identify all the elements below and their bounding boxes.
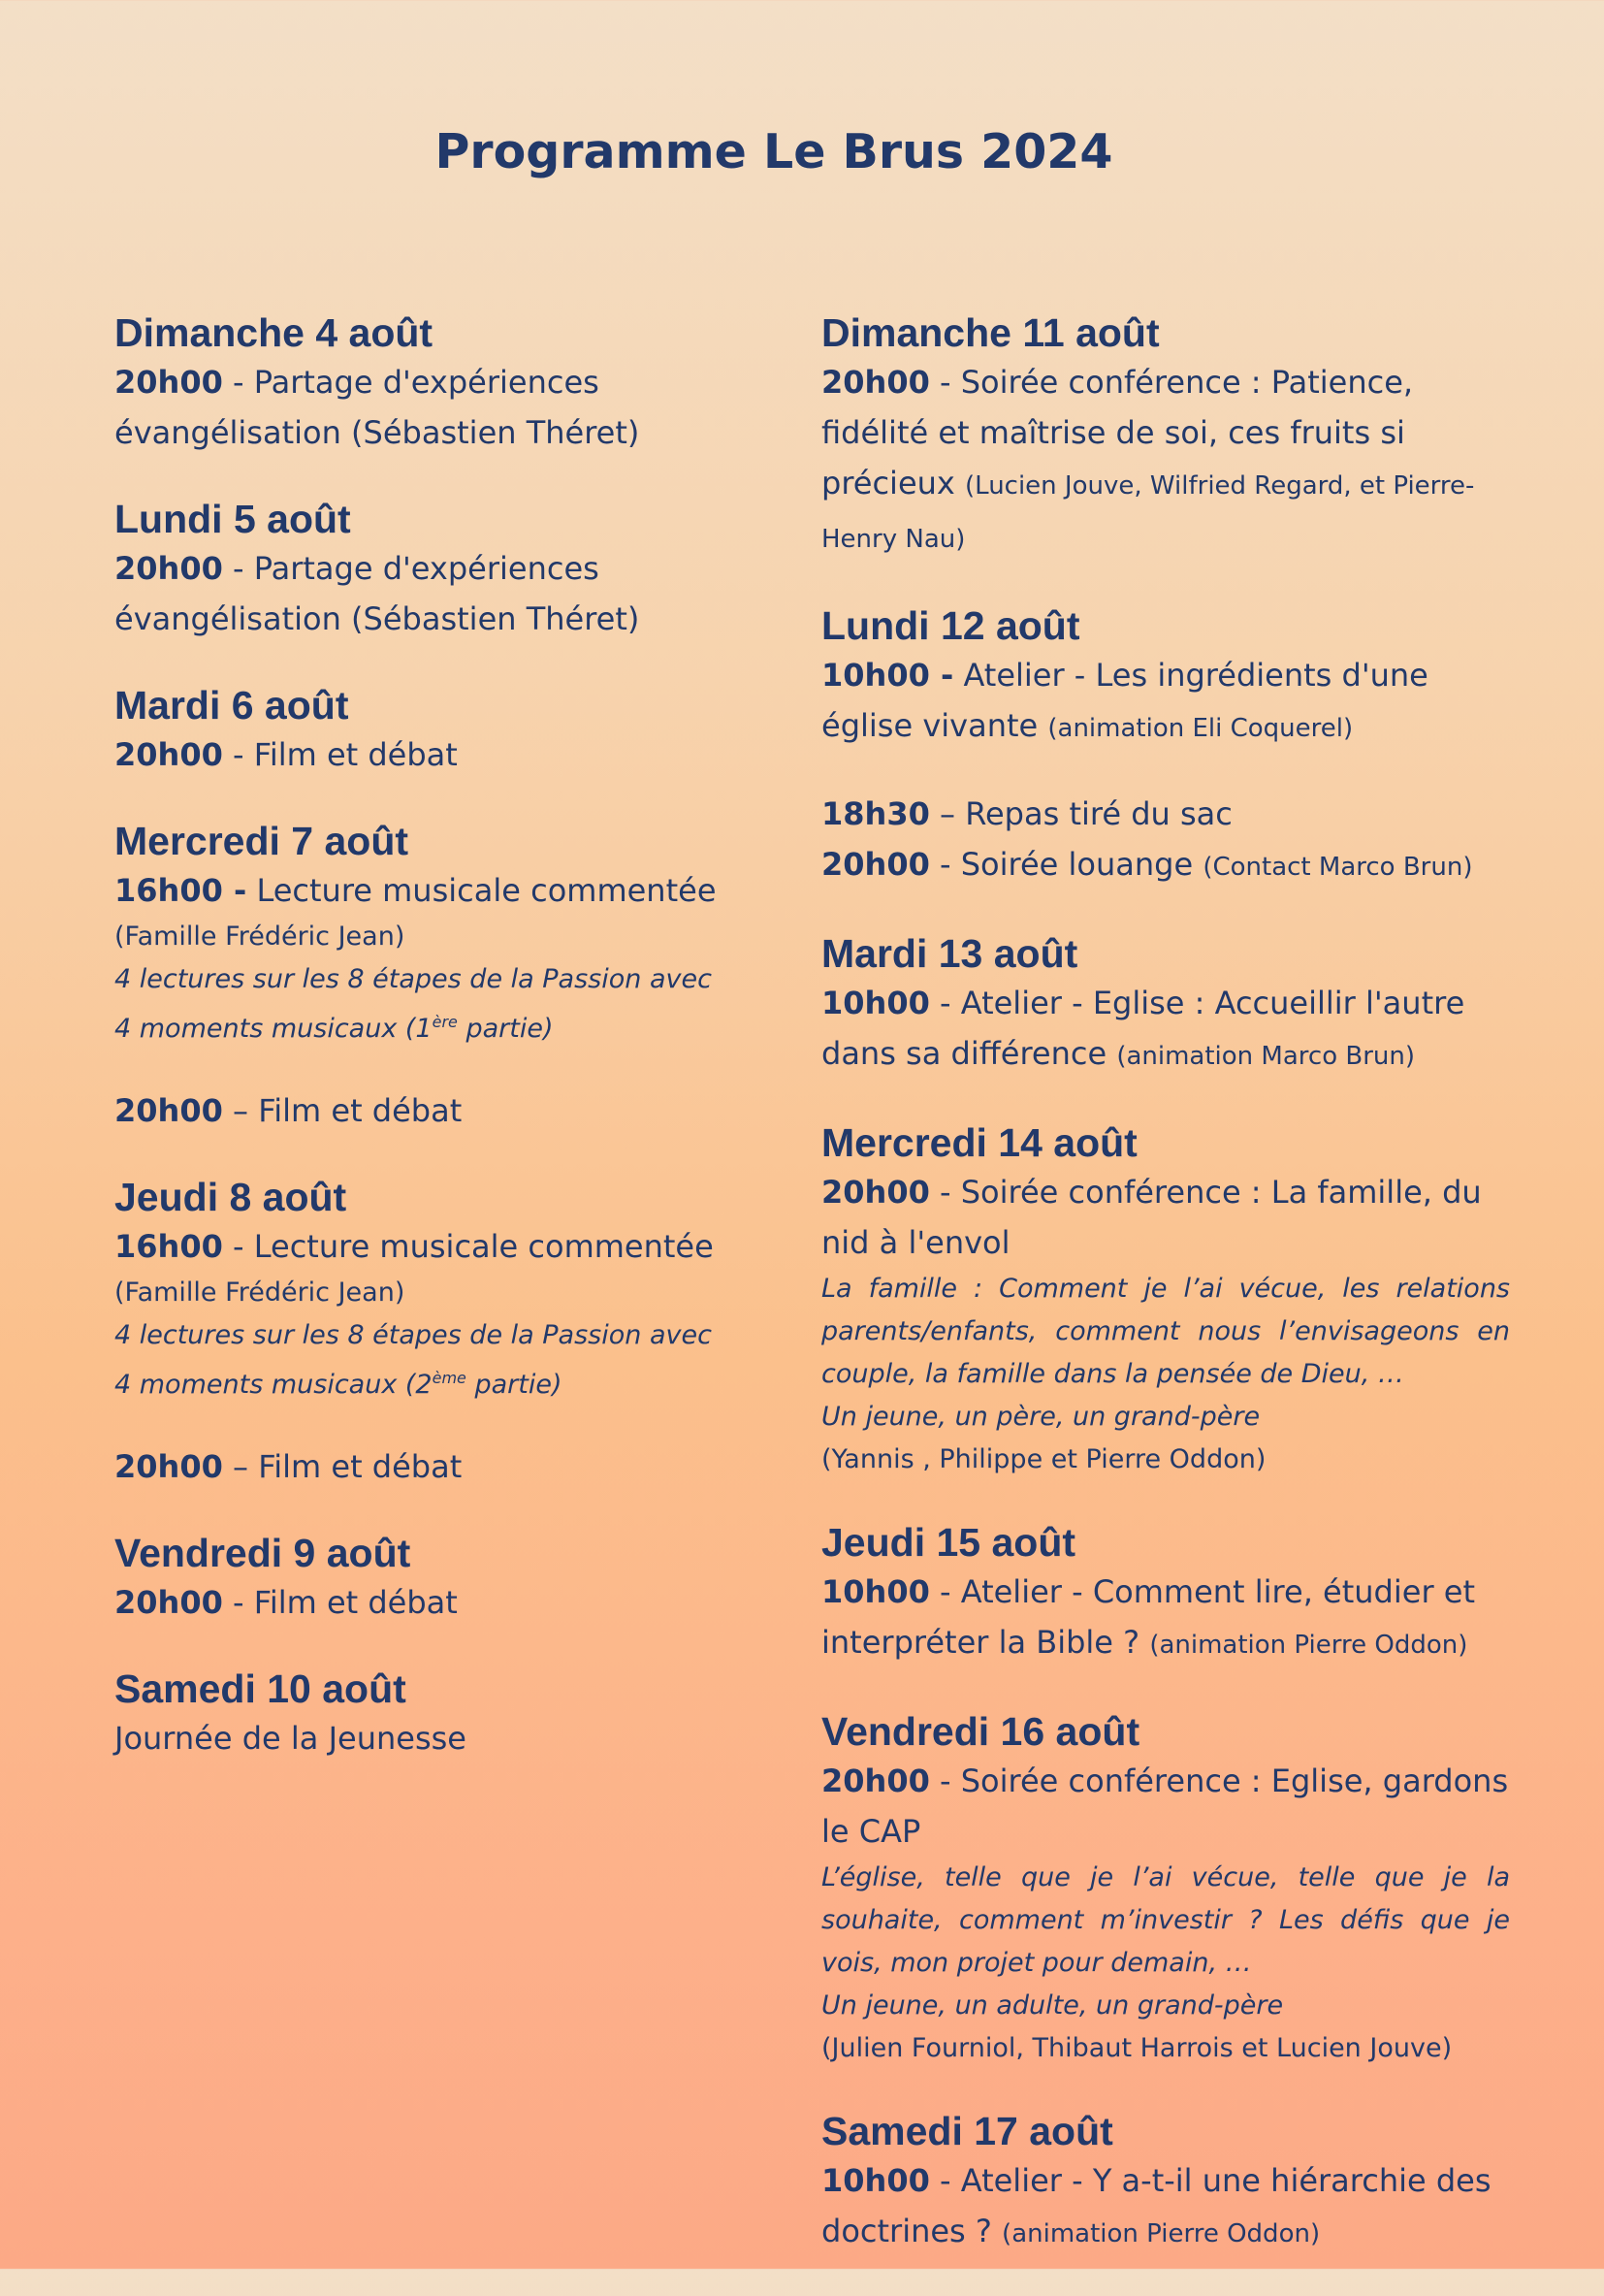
day-block (114, 1173, 735, 1492)
description-text-end: partie) (457, 1014, 554, 1044)
event-text: - Film et débat (222, 1584, 458, 1621)
day-block (821, 1518, 1510, 1670)
description-text: 4 lectures sur les 8 étapes de la Passion avec 4 moments musicaux (1 (114, 964, 712, 1044)
event-text: Lecture musicale commentée (246, 872, 717, 909)
event-speakers: (Yannis , Philippe et Pierre Oddon) (821, 1444, 1267, 1474)
day-heading: Vendredi 9 août (114, 1531, 411, 1575)
event-description-speakers: Un jeune, un père, un grand-père (821, 1402, 1261, 1432)
event-time: 10h00 (821, 985, 930, 1021)
event-time: 10h00 (821, 1573, 930, 1610)
event-description-speakers: Un jeune, un adulte, un grand-père (821, 1990, 1284, 2021)
event-description (114, 958, 735, 1051)
event-text: - Soirée conférence : La famille, du nid à l'envol (821, 1174, 1482, 1261)
event-line (114, 1441, 735, 1492)
day-block (821, 929, 1510, 1082)
day-heading: Jeudi 15 août (821, 1520, 1076, 1565)
day-heading: Mercredi 7 août (114, 819, 409, 863)
event-line (114, 543, 735, 644)
event-line (821, 1567, 1510, 1670)
event-line: Journée de la Jeunesse (114, 1720, 466, 1757)
event-text: – Repas tiré du sac (929, 795, 1233, 832)
event-time: 20h00 (114, 1092, 223, 1129)
event-line (114, 1221, 735, 1272)
day-heading: Mercredi 14 août (821, 1120, 1138, 1165)
day-heading: Dimanche 4 août (114, 310, 433, 355)
description-text-end: partie) (465, 1370, 562, 1400)
event-speakers: (animation Pierre Oddon) (1149, 1631, 1468, 1660)
event-text: - Soirée louange (929, 846, 1203, 883)
event-line (821, 650, 1510, 754)
event-description (114, 1314, 735, 1407)
day-heading: Lundi 5 août (114, 497, 351, 541)
event-time: 20h00 (114, 364, 223, 401)
event-line (821, 1167, 1510, 1268)
event-speakers: (Julien Fourniol, Thibaut Harrois et Lucien Jouve) (821, 2033, 1453, 2063)
event-speakers: (animation Pierre Oddon) (1002, 2219, 1321, 2248)
day-block (821, 308, 1510, 565)
day-block (821, 601, 1510, 892)
event-description: L’église, telle que je l’ai vécue, telle que je la souhaite, comment m’investir ? Les défis que je vois, mon projet pour demain, … (821, 1862, 1510, 1978)
event-time: 16h00 - (114, 872, 247, 909)
day-block (114, 817, 735, 1136)
event-line (114, 865, 735, 916)
event-text: - Soirée conférence : Eglise, gardons le CAP (821, 1762, 1509, 1850)
event-text: - Atelier - Comment lire, étudier et interpréter la Bible ? (821, 1573, 1475, 1661)
day-block (821, 1118, 1510, 1481)
day-heading: Lundi 12 août (821, 603, 1080, 648)
day-heading: Mardi 13 août (821, 931, 1078, 976)
day-heading: Vendredi 16 août (821, 1709, 1140, 1754)
event-time: 10h00 - (821, 657, 954, 694)
event-line (821, 978, 1510, 1082)
event-time: 20h00 (114, 550, 223, 587)
event-speakers: (Lucien Jouve, Wilfried Regard, et Pierre-Henry Nau) (821, 471, 1475, 554)
event-line (114, 357, 735, 458)
event-speakers: (animation Eli Coquerel) (1047, 714, 1354, 743)
event-speakers: (Contact Marco Brun) (1203, 853, 1473, 882)
day-block (821, 1707, 1510, 2070)
event-line (821, 839, 1510, 892)
day-heading: Mardi 6 août (114, 683, 349, 728)
event-time: 20h00 (821, 364, 930, 401)
event-line (821, 2155, 1510, 2259)
event-time: 20h00 (821, 1174, 930, 1211)
event-time: 20h00 (114, 736, 223, 773)
ordinal-suffix: ème (432, 1369, 466, 1387)
event-description: La famille : Comment je l’ai vécue, les relations parents/enfants, comment nous l’envisageons en couple, la famille dans la pensée de Dieu, … (821, 1274, 1510, 1389)
event-text: - Soirée conférence : Patience, fidélité et maîtrise de soi, ces fruits si précieux (821, 364, 1414, 501)
event-line (114, 1577, 735, 1628)
event-time: 18h30 (821, 795, 930, 832)
event-text: – Film et débat (222, 1092, 463, 1129)
day-heading: Dimanche 11 août (821, 310, 1160, 355)
event-text: - Lecture musicale commentée (222, 1228, 714, 1265)
event-text: – Film et débat (222, 1448, 463, 1485)
day-block (114, 495, 735, 644)
event-line (114, 1085, 735, 1136)
description-text: 4 lectures sur les 8 étapes de la Passion avec 4 moments musicaux (2 (114, 1320, 712, 1400)
page-title: Programme Le Brus 2024 (434, 124, 1113, 179)
event-line (114, 729, 735, 780)
day-heading: Samedi 17 août (821, 2109, 1113, 2153)
day-block (821, 2107, 1510, 2259)
event-time: 16h00 (114, 1228, 223, 1265)
event-text: Atelier - Les ingrédients d'une église vivante (821, 657, 1428, 744)
event-speakers: (animation Marco Brun) (1116, 1042, 1415, 1071)
event-text: - Partage d'expériences évangélisation (Sébastien Théret) (114, 550, 640, 637)
day-heading: Jeudi 8 août (114, 1175, 347, 1219)
event-line (821, 1756, 1510, 1857)
event-line (821, 357, 1510, 565)
event-text: - Partage d'expériences évangélisation (Sébastien Théret) (114, 364, 640, 451)
event-time: 20h00 (821, 846, 930, 883)
ordinal-suffix: ère (432, 1013, 458, 1031)
event-text: - Film et débat (222, 736, 458, 773)
event-speakers: (Famille Frédéric Jean) (114, 1277, 405, 1308)
day-block (114, 1665, 735, 1763)
event-time: 20h00 (114, 1448, 223, 1485)
right-column (821, 308, 1510, 2296)
event-time: 10h00 (821, 2162, 930, 2199)
event-line (821, 789, 1510, 839)
day-block (114, 1529, 735, 1628)
event-time: 20h00 (821, 1762, 930, 1799)
event-speakers: (Famille Frédéric Jean) (114, 922, 405, 952)
event-text: - Atelier - Y a-t-il une hiérarchie des doctrines ? (821, 2162, 1492, 2249)
day-block (114, 308, 735, 458)
left-column (114, 308, 735, 1800)
day-block (114, 681, 735, 780)
day-heading: Samedi 10 août (114, 1666, 406, 1711)
event-text: - Atelier - Eglise : Accueillir l'autre dans sa différence (821, 985, 1465, 1072)
event-time: 20h00 (114, 1584, 223, 1621)
